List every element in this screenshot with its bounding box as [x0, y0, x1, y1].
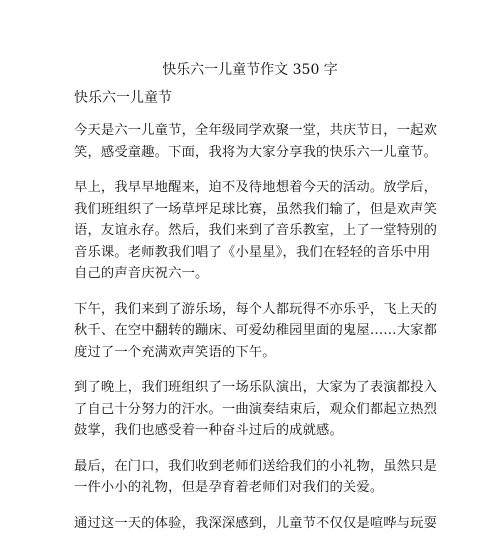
text-line: 我们班组织了一场草坪足球比赛，虽然我们输了，但是欢声笑: [74, 201, 438, 217]
document-subtitle: 快乐六一儿童节: [74, 90, 172, 106]
text-line: 最后，在门口，我们收到老师们送给我们的小礼物，虽然只是: [74, 458, 438, 474]
text-line: 语，友谊永存。然后，我们来到了音乐教室，上了一堂特别的: [74, 223, 438, 238]
text-line: 今天是六一儿童节，全年级同学欢聚一堂，共庆节日，一起欢: [74, 123, 438, 138]
text-line: 到了晚上，我们班组织了一场乐队演出，大家为了表演都投入: [74, 380, 438, 395]
paragraph-conclusion: [74, 513, 438, 535]
document-title: 快乐六一儿童节作文 350 字: [162, 62, 338, 78]
text-line: 鼓掌，我们也感受着一种奋斗过后的成就感。: [74, 423, 343, 438]
text-line: 通过这一天的体验，我深深感到，儿童节不仅仅是喧哗与玩耍: [74, 515, 438, 531]
text-line: 笑，感受童趣。下面，我将为大家分享我的快乐六一儿童节。: [74, 144, 438, 160]
text-line: 下午，我们来到了游乐场，每个人都玩得不亦乐乎，飞上天的: [74, 301, 438, 317]
text-line: 秋千、在空中翻转的蹦床、可爱幼稚园里面的鬼屋……大家都: [74, 323, 438, 338]
paragraph-morning: [74, 177, 438, 285]
text-line: 了自己十分努力的汗水。一曲演奏结束后，观众们都起立热烈: [74, 401, 438, 417]
text-line: 度过了一个充满欢声笑语的下午。: [74, 344, 276, 360]
paragraph-gifts: [74, 456, 438, 499]
text-line: 早上，我早早地醒来，迫不及待地想着今天的活动。放学后，: [74, 180, 438, 195]
paragraph-intro: [74, 120, 438, 163]
text-line: 自己的声音庆祝六一。: [74, 266, 209, 281]
paragraph-afternoon: [74, 299, 438, 364]
document-body: [74, 120, 438, 548]
text-line: 一件小小的礼物，但是孕育着老师们对我们的关爱。: [74, 480, 384, 495]
text-line: 音乐课。老师教我们唱了《小星星》，我们在轻轻的音乐中用: [74, 244, 431, 260]
paragraph-evening: [74, 377, 438, 442]
